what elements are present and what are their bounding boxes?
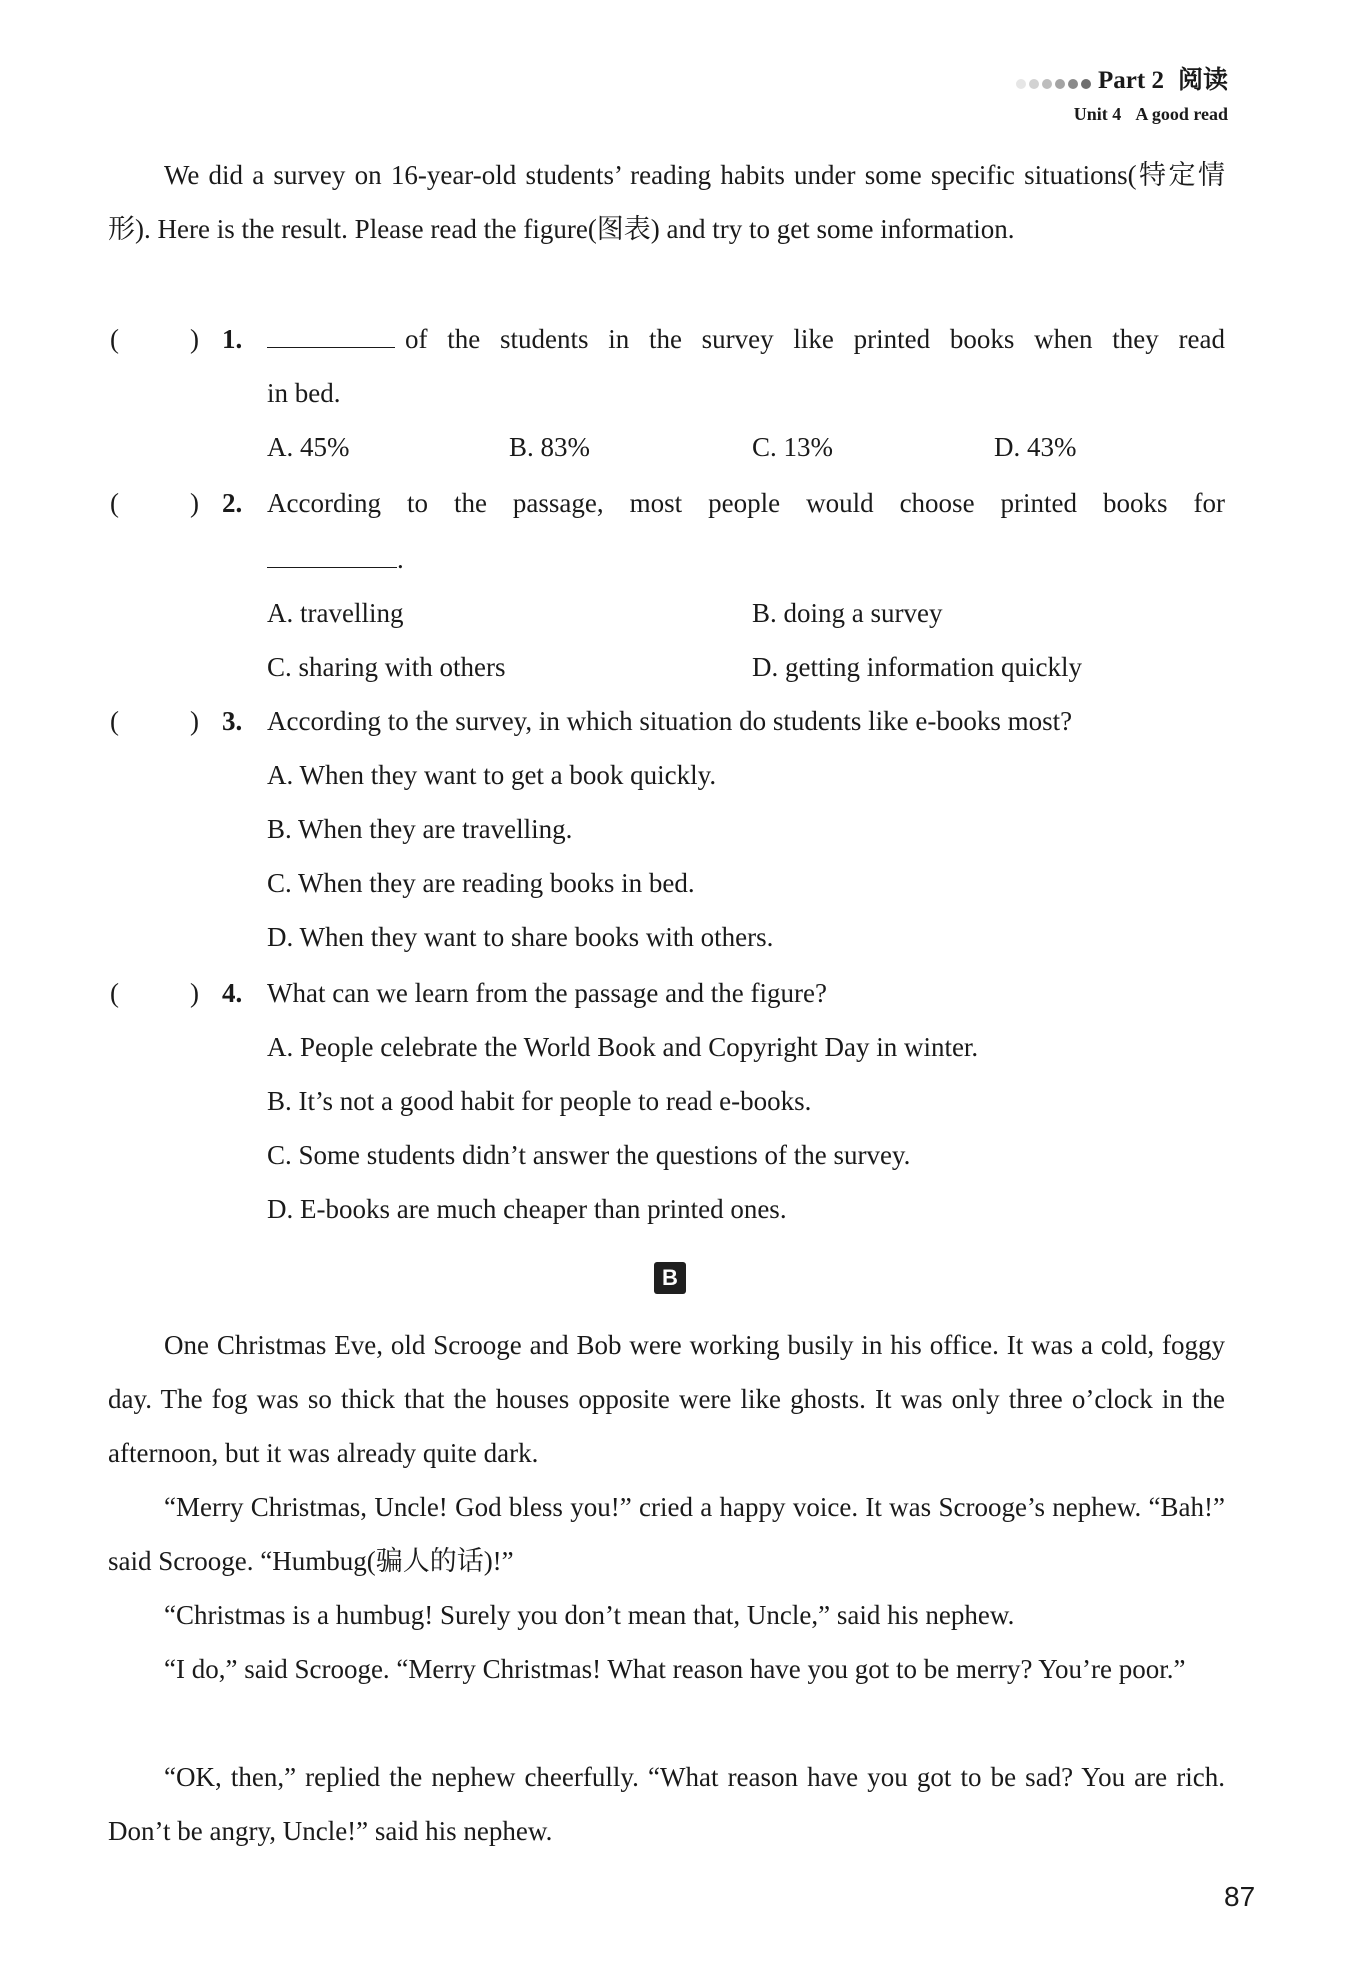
passage-b-paragraph-2: “Merry Christmas, Uncle! God bless you!” cried a happy voice. It was Scrooge’s nephew. “Bah!” said Scrooge. “Humbug(骗人的话)!” bbox=[108, 1492, 1225, 1576]
answer-paren-left: ( bbox=[110, 324, 119, 354]
option-b: B. When they are travelling. bbox=[267, 814, 573, 844]
question-text-line1: According to the survey, in which situation do students like e-books most? bbox=[267, 706, 1073, 736]
dot-icon bbox=[1081, 79, 1091, 89]
option-a: A. travelling bbox=[267, 598, 404, 628]
header-unit: Unit 4 bbox=[1073, 104, 1122, 125]
passage-b-paragraph-3: “Christmas is a humbug! Surely you don’t mean that, Uncle,” said his nephew. bbox=[164, 1600, 1015, 1630]
passage-b-paragraph-4: “I do,” said Scrooge. “Merry Christmas! What reason have you got to be merry? You’re poor.” bbox=[164, 1654, 1186, 1684]
answer-paren-right: ) bbox=[190, 324, 199, 354]
header-part-line bbox=[1016, 64, 1228, 99]
dot-icon bbox=[1016, 79, 1026, 89]
option-a: A. People celebrate the World Book and Copyright Day in winter. bbox=[267, 1032, 979, 1062]
option-a: A. When they want to get a book quickly. bbox=[267, 760, 717, 790]
option-d: D. When they want to share books with others. bbox=[267, 922, 774, 952]
option-d: D. getting information quickly bbox=[752, 652, 1082, 682]
option-b: B. It’s not a good habit for people to read e-books. bbox=[267, 1086, 812, 1116]
intro-paragraph: We did a survey on 16-year-old students’ reading habits under some specific situations(特定情形). Here is the result. Please read the figure(图表) and try to get some information. bbox=[108, 160, 1225, 244]
question-text-line2: . bbox=[267, 532, 404, 586]
option-c: C. 13% bbox=[752, 432, 833, 462]
question-number: 2. bbox=[222, 488, 243, 518]
dot-icon bbox=[1055, 79, 1065, 89]
page-header bbox=[1016, 64, 1228, 129]
passage-b-paragraph-5: “OK, then,” replied the nephew cheerfully. “What reason have you got to be sad? You are rich. Don’t be angry, Uncle!” said his nephew. bbox=[108, 1762, 1225, 1846]
answer-paren-right: ) bbox=[190, 978, 199, 1008]
question-text bbox=[267, 312, 1225, 366]
option-c: C. sharing with others bbox=[267, 652, 506, 682]
question-text-line2: in bed. bbox=[267, 378, 341, 408]
header-part: Part 2 bbox=[1098, 67, 1164, 94]
question-text-line1: What can we learn from the passage and the figure? bbox=[267, 978, 827, 1008]
answer-paren-right: ) bbox=[190, 706, 199, 736]
page-number: 87 bbox=[1224, 1881, 1256, 1912]
dot-icon bbox=[1042, 79, 1052, 89]
answer-paren-right: ) bbox=[190, 488, 199, 518]
answer-paren-left: ( bbox=[110, 488, 119, 518]
option-c: C. When they are reading books in bed. bbox=[267, 868, 695, 898]
dot-icon bbox=[1068, 79, 1078, 89]
question-number: 1. bbox=[222, 324, 243, 354]
passage-b-paragraph-1: One Christmas Eve, old Scrooge and Bob were working busily in his office. It was a cold, foggy day. The fog was so thick that the houses opposite were like ghosts. It was only three o’clock in the afternoon, but it was already quite dark. bbox=[108, 1330, 1225, 1468]
option-d: D. 43% bbox=[994, 432, 1077, 462]
question-text-line1: According to the passage, most people would choose printed books for bbox=[267, 488, 1225, 518]
header-section: 阅读 bbox=[1177, 67, 1228, 94]
option-b: B. doing a survey bbox=[752, 598, 943, 628]
section-b-badge: B bbox=[654, 1262, 686, 1294]
answer-blank bbox=[267, 543, 397, 568]
answer-paren-left: ( bbox=[110, 706, 119, 736]
option-d: D. E-books are much cheaper than printed ones. bbox=[267, 1194, 787, 1224]
answer-blank bbox=[267, 323, 395, 348]
option-b: B. 83% bbox=[509, 432, 590, 462]
dot-icon bbox=[1029, 79, 1039, 89]
question-text-line1: of the students in the survey like printed books when they read bbox=[405, 324, 1225, 354]
header-unit-line bbox=[1016, 99, 1228, 129]
header-unit-title: A good read bbox=[1135, 104, 1228, 125]
answer-paren-left: ( bbox=[110, 978, 119, 1008]
option-c: C. Some students didn’t answer the questions of the survey. bbox=[267, 1140, 911, 1170]
question-number: 4. bbox=[222, 978, 243, 1008]
progress-dots-icon bbox=[1016, 65, 1094, 99]
question-number: 3. bbox=[222, 706, 243, 736]
option-a: A. 45% bbox=[267, 432, 350, 462]
